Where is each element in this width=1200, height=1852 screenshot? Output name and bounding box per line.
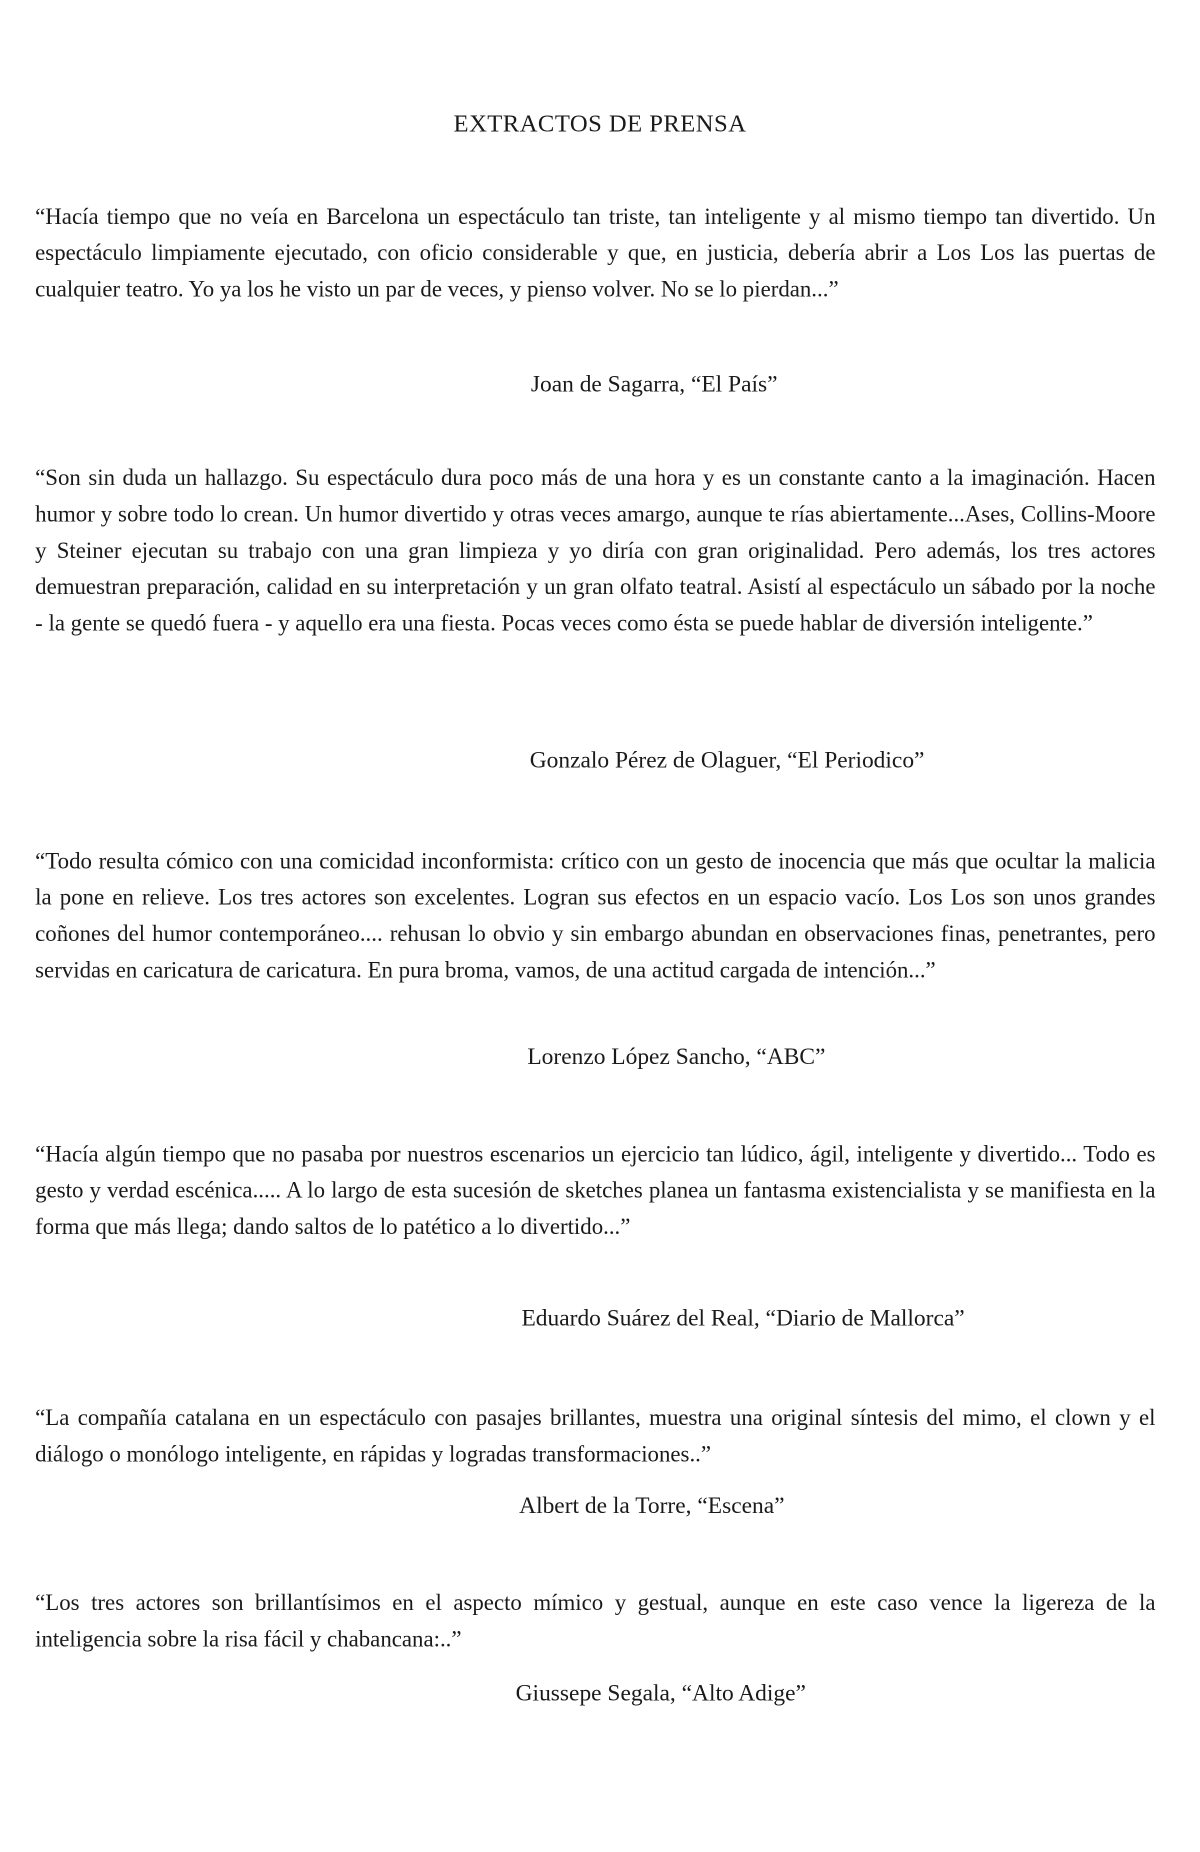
review-source: Lorenzo López Sancho, “ABC” — [527, 1044, 826, 1070]
review-quote: “Los tres actores son brillantísimos en el aspecto mímico y gestual, aunque en este caso vence la ligereza de la inteligencia sobre la risa fácil y chabancana:..” — [35, 1590, 1156, 1653]
review-source: Gonzalo Pérez de Olaguer, “El Periodico” — [529, 747, 925, 774]
review-quote: “Hacía tiempo que no veía en Barcelona un espectáculo tan triste, tan inteligente y al mismo tiempo tan divertido. Un espectáculo limpiamente ejecutado, con oficio considerable y que, en justicia, debería abrir a Los Los las puertas de cualquier teatro. Yo ya los he visto un par de veces, y pienso volver. No se lo pierdan...” — [35, 204, 1156, 303]
review-quote: “La compañía catalana en un espectáculo con pasajes brillantes, muestra una original síntesis del mimo, el clown y el diálogo o monólogo inteligente, en rápidas y logradas transformaciones..” — [35, 1405, 1156, 1467]
review-quote: “Hacía algún tiempo que no pasaba por nuestros escenarios un ejercicio tan lúdico, ágil, inteligente y divertido... Todo es gesto y verdad escénica..... A lo largo de esta sucesión de sketches planea un fantasma existencialista y se manifiesta en la forma que más llega; dando saltos de lo patético a lo divertido...” — [35, 1142, 1156, 1240]
review-quote: “Son sin duda un hallazgo. Su espectáculo dura poco más de una hora y es un constante canto a la imaginación. Hacen humor y sobre todo lo crean. Un humor divertido y otras veces amargo, aunque te rías abiertamente...Ases, Collins-Moore y Steiner ejecutan su trabajo con una gran limpieza y yo diría con gran originalidad. Pero además, los tres actores demuestran preparación, calidad en su interpretación y un gran olfato teatral. Asistí al espectáculo un sábado por la noche - la gente se quedó fuera - y aquello era una fiesta. Pocas veces como ésta se puede hablar de diversión inteligente.” — [35, 465, 1156, 637]
review-source: Eduardo Suárez del Real, “Diario de Mallorca” — [521, 1305, 965, 1332]
review-source: Joan de Sagarra, “El País” — [530, 371, 778, 398]
review-source: Albert de la Torre, “Escena” — [519, 1493, 785, 1519]
page-title: EXTRACTOS DE PRENSA — [453, 108, 747, 138]
review-source: Giussepe Segala, “Alto Adige” — [515, 1680, 806, 1707]
review-quote: “Todo resulta cómico con una comicidad inconformista: crítico con un gesto de inocencia que más que ocultar la malicia la pone en relieve. Los tres actores son excelentes. Logran sus efectos en un espacio vacío. Los Los son unos grandes coñones del humor contemporáneo.... rehusan lo obvio y sin embargo abundan en observaciones finas, penetrantes, pero servidas en caricatura de caricatura. En pura broma, vamos, de una actitud cargada de intención...” — [35, 849, 1156, 984]
